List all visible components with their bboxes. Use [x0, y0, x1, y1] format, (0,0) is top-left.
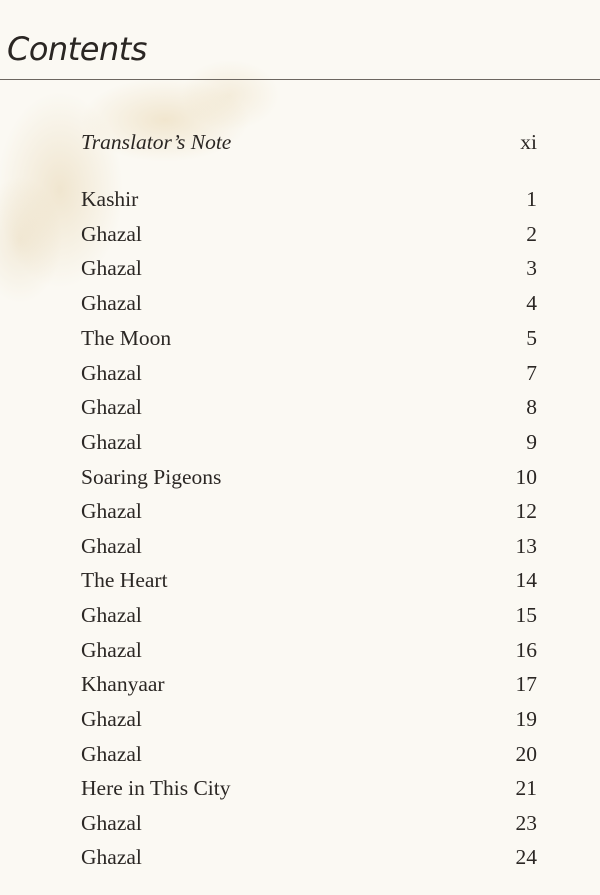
toc-entry-translators-note	[81, 130, 537, 160]
toc-entry-title: Here in This City	[81, 776, 231, 800]
toc-entry	[81, 811, 537, 841]
toc-entry-title: Khanyaar	[81, 672, 165, 696]
toc-entry-page: 8	[526, 395, 537, 419]
toc-entry-page: 3	[526, 256, 537, 280]
toc-entry	[81, 776, 537, 806]
heading-rule	[0, 79, 600, 80]
toc-entry	[81, 326, 537, 356]
toc-entry-title: Ghazal	[81, 256, 142, 280]
toc-entry-page: 2	[526, 222, 537, 246]
toc-entry-title: Ghazal	[81, 603, 142, 627]
toc-entry-title: Ghazal	[81, 534, 142, 558]
toc-entry-page: 21	[515, 776, 537, 800]
toc-entry	[81, 534, 537, 564]
toc-entry-page: 9	[526, 430, 537, 454]
toc-entry	[81, 499, 537, 529]
toc-entry	[81, 395, 537, 425]
toc-entry-page: 10	[515, 465, 537, 489]
toc-entry	[81, 845, 537, 875]
toc-entry	[81, 256, 537, 286]
toc-entry	[81, 742, 537, 772]
toc-entry-title: Ghazal	[81, 222, 142, 246]
toc-entry-title: The Moon	[81, 326, 172, 350]
toc-entry	[81, 187, 537, 217]
toc-entry-page: 4	[526, 291, 537, 315]
toc-entry-page: xi	[520, 130, 537, 154]
toc-entry-page: 13	[515, 534, 537, 558]
toc-entry	[81, 465, 537, 495]
toc-entry-title: Ghazal	[81, 291, 142, 315]
toc-entry-title: Kashir	[81, 187, 139, 211]
toc-entry-title: Ghazal	[81, 742, 142, 766]
toc-entry-title: Ghazal	[81, 707, 142, 731]
toc-entry-title: Ghazal	[81, 638, 142, 662]
toc-entry-title: Ghazal	[81, 430, 142, 454]
toc-entry	[81, 222, 537, 252]
contents-heading: Contents	[7, 30, 147, 68]
toc-entry	[81, 361, 537, 391]
toc-entry	[81, 638, 537, 668]
toc-entry-page: 24	[515, 845, 537, 869]
toc-entry	[81, 603, 537, 633]
toc-entry-page: 15	[515, 603, 537, 627]
toc-entry-title: Ghazal	[81, 361, 142, 385]
toc-entry-title: Ghazal	[81, 395, 142, 419]
toc-entry	[81, 672, 537, 702]
toc-entry-page: 5	[526, 326, 537, 350]
toc-entry-page: 7	[526, 361, 537, 385]
toc-entry-title: Translator’s Note	[81, 130, 232, 154]
toc-entry-page: 16	[515, 638, 537, 662]
toc-entry-title: Ghazal	[81, 811, 142, 835]
toc-entry	[81, 291, 537, 321]
toc-entry-page: 17	[515, 672, 537, 696]
toc-entry-page: 1	[526, 187, 537, 211]
toc-entry	[81, 568, 537, 598]
toc-entry	[81, 707, 537, 737]
toc-entry-page: 12	[515, 499, 537, 523]
toc-entry-title: The Heart	[81, 568, 168, 592]
toc-entry	[81, 430, 537, 460]
toc-entry-page: 20	[515, 742, 537, 766]
toc-entry-page: 19	[515, 707, 537, 731]
toc-entry-title: Soaring Pigeons	[81, 465, 222, 489]
toc-entry-page: 14	[515, 568, 537, 592]
toc-entry-title: Ghazal	[81, 845, 142, 869]
toc-entry-title: Ghazal	[81, 499, 142, 523]
toc-entry-page: 23	[515, 811, 537, 835]
